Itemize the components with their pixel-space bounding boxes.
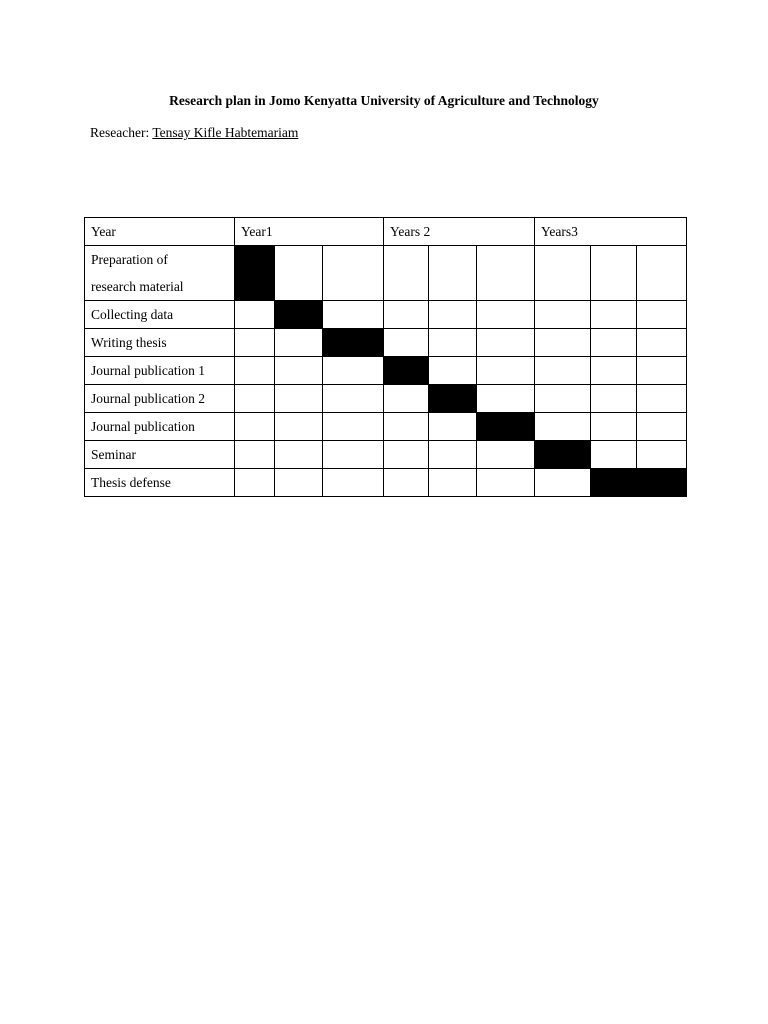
table-row: [85, 357, 687, 385]
timeline-cell: [591, 329, 637, 357]
table-row: [85, 469, 687, 497]
table-row: [85, 329, 687, 357]
scheduled-period-cell: [591, 469, 637, 497]
table-row: [85, 413, 687, 441]
timeline-cell: [637, 357, 687, 385]
scheduled-period-cell: [429, 385, 477, 413]
timeline-cell: [384, 413, 429, 441]
activity-label: Journal publication 2: [85, 385, 235, 413]
activity-label-line2: research material: [91, 279, 184, 294]
timeline-cell: [591, 357, 637, 385]
timeline-cell: [275, 441, 323, 469]
timeline-cell: [429, 301, 477, 329]
timeline-cell: [384, 441, 429, 469]
timeline-cell: [384, 385, 429, 413]
scheduled-period-cell: [235, 246, 275, 301]
timeline-cell: [235, 301, 275, 329]
scheduled-period-cell: [384, 357, 429, 385]
timeline-cell: [429, 246, 477, 301]
timeline-cell: [535, 385, 591, 413]
table-row: [85, 301, 687, 329]
timeline-cell: [384, 301, 429, 329]
timeline-cell: [591, 246, 637, 301]
table-row: [85, 441, 687, 469]
researcher-line: [90, 124, 298, 142]
timeline-cell: [384, 329, 429, 357]
table-header-row: [85, 218, 687, 246]
research-plan-table: [84, 217, 687, 497]
timeline-cell: [535, 413, 591, 441]
timeline-cell: [235, 469, 275, 497]
timeline-cell: [637, 246, 687, 301]
scheduled-period-cell: [323, 329, 384, 357]
timeline-cell: [323, 413, 384, 441]
timeline-cell: [637, 301, 687, 329]
timeline-cell: [477, 357, 535, 385]
activity-label: Writing thesis: [85, 329, 235, 357]
timeline-cell: [637, 329, 687, 357]
table-row: [85, 385, 687, 413]
activity-label-line1: Preparation of: [91, 252, 168, 267]
timeline-cell: [477, 246, 535, 301]
activity-label: Journal publication: [85, 413, 235, 441]
timeline-cell: [535, 469, 591, 497]
timeline-cell: [429, 469, 477, 497]
timeline-cell: [429, 441, 477, 469]
timeline-cell: [275, 385, 323, 413]
header-year2: Years 2: [384, 218, 535, 246]
timeline-cell: [275, 413, 323, 441]
scheduled-period-cell: [275, 301, 323, 329]
timeline-cell: [323, 441, 384, 469]
timeline-cell: [591, 301, 637, 329]
page-title: Research plan in Jomo Kenyatta University of Agriculture and Technology: [169, 93, 599, 108]
timeline-cell: [591, 441, 637, 469]
timeline-cell: [235, 329, 275, 357]
timeline-cell: [235, 413, 275, 441]
timeline-cell: [384, 246, 429, 301]
timeline-cell: [535, 329, 591, 357]
timeline-cell: [429, 357, 477, 385]
timeline-cell: [275, 357, 323, 385]
header-year1: Year1: [235, 218, 384, 246]
header-year3: Years3: [535, 218, 687, 246]
timeline-cell: [477, 329, 535, 357]
timeline-cell: [535, 246, 591, 301]
timeline-cell: [591, 413, 637, 441]
timeline-cell: [323, 357, 384, 385]
timeline-cell: [477, 301, 535, 329]
timeline-cell: [429, 413, 477, 441]
timeline-cell: [275, 469, 323, 497]
table-row: [85, 246, 687, 301]
researcher-name: Tensay Kifle Habtemariam: [152, 125, 299, 140]
activity-label: Journal publication 1: [85, 357, 235, 385]
researcher-label: Reseacher:: [90, 125, 150, 140]
timeline-cell: [535, 301, 591, 329]
timeline-cell: [323, 301, 384, 329]
timeline-cell: [275, 329, 323, 357]
activity-label: [85, 246, 235, 301]
timeline-cell: [637, 385, 687, 413]
timeline-cell: [235, 357, 275, 385]
timeline-cell: [323, 469, 384, 497]
scheduled-period-cell: [477, 413, 535, 441]
timeline-cell: [323, 246, 384, 301]
timeline-cell: [591, 385, 637, 413]
scheduled-period-cell: [535, 441, 591, 469]
timeline-cell: [477, 385, 535, 413]
activity-label: Thesis defense: [85, 469, 235, 497]
timeline-cell: [535, 357, 591, 385]
timeline-cell: [235, 441, 275, 469]
timeline-cell: [323, 385, 384, 413]
timeline-cell: [477, 469, 535, 497]
timeline-cell: [637, 413, 687, 441]
activity-label: Collecting data: [85, 301, 235, 329]
timeline-cell: [477, 441, 535, 469]
timeline-cell: [429, 329, 477, 357]
timeline-cell: [637, 441, 687, 469]
scheduled-period-cell: [637, 469, 687, 497]
timeline-cell: [275, 246, 323, 301]
activity-label: Seminar: [85, 441, 235, 469]
timeline-cell: [384, 469, 429, 497]
timeline-cell: [235, 385, 275, 413]
header-year-cell: Year: [85, 218, 235, 246]
